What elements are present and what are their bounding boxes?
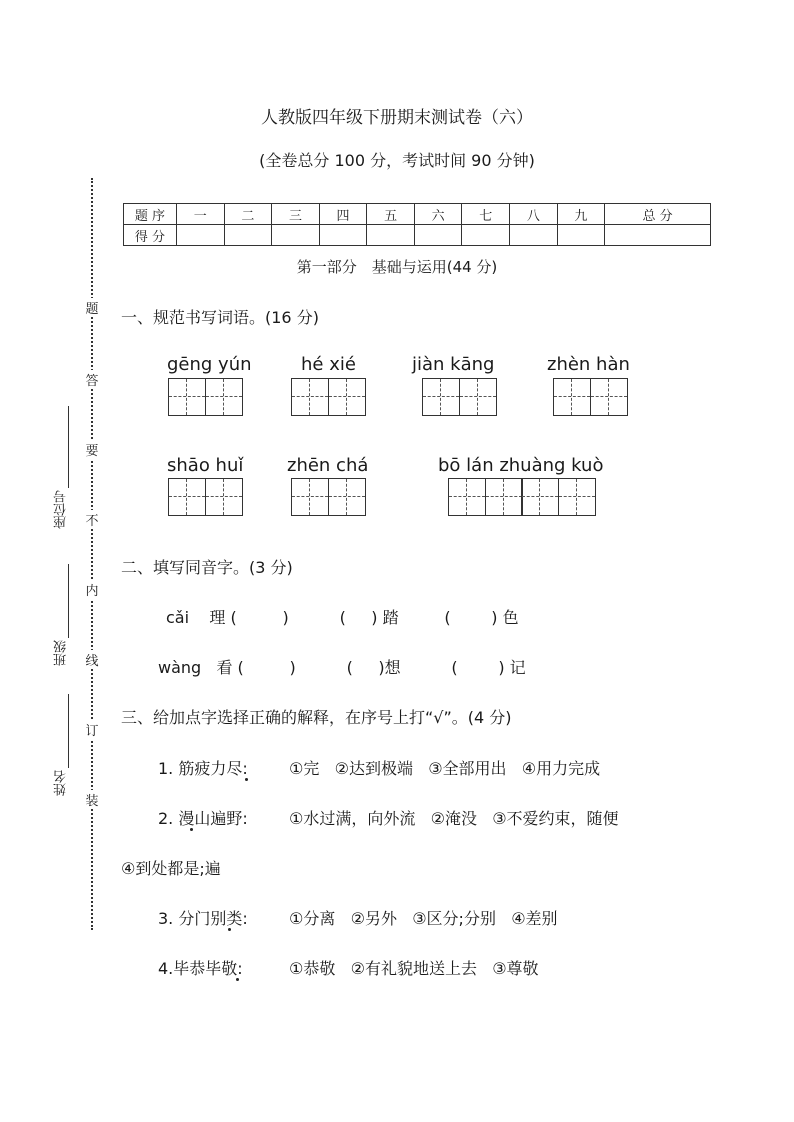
writing-cell[interactable] xyxy=(328,478,366,516)
writing-grid[interactable] xyxy=(291,378,366,416)
section1-heading: 一、规范书写词语。(16 分) xyxy=(121,308,319,327)
question-term: 1. 筋疲力尽: xyxy=(158,759,248,778)
score-table-header-row xyxy=(124,204,711,225)
answer-options[interactable]: ①恭敬 ②有礼貌地送上去 ③尊敬 xyxy=(289,959,539,978)
score-cell[interactable] xyxy=(224,225,272,246)
score-cell[interactable] xyxy=(462,225,510,246)
emphasis-dot xyxy=(228,928,231,931)
class-label: 班级 xyxy=(54,640,69,666)
seat-number-label: 座位号 xyxy=(54,490,69,529)
score-cell[interactable] xyxy=(177,225,225,246)
writing-cell[interactable] xyxy=(205,478,243,516)
writing-grid[interactable] xyxy=(553,378,628,416)
score-header-cell: 题 序 xyxy=(124,204,177,225)
seat-number-blank[interactable] xyxy=(68,406,69,488)
pinyin-label: hé xié xyxy=(301,354,356,375)
score-cell[interactable] xyxy=(414,225,462,246)
binding-char: 订 xyxy=(84,720,100,739)
section3-heading: 三、给加点字选择正确的解释，在序号上打“√”。(4 分) xyxy=(121,708,512,727)
answer-options-continued[interactable]: ④到处都是;遍 xyxy=(121,859,221,878)
score-row-label: 得 分 xyxy=(124,225,177,246)
score-cell[interactable] xyxy=(367,225,415,246)
homophone-line[interactable]: cǎi 理 ( ) ( ) 踏 ( ) 色 xyxy=(166,608,519,627)
question-term: 4.毕恭毕敬: xyxy=(158,959,243,978)
score-header-cell: 二 xyxy=(224,204,272,225)
writing-cell[interactable] xyxy=(590,378,628,416)
writing-cell[interactable] xyxy=(291,378,329,416)
answer-options[interactable]: ①水过满，向外流 ②淹没 ③不爱约束，随便 xyxy=(289,809,619,828)
writing-cell[interactable] xyxy=(459,378,497,416)
writing-cell[interactable] xyxy=(205,378,243,416)
writing-cell[interactable] xyxy=(558,478,596,516)
pinyin-label: zhēn chá xyxy=(287,455,369,476)
emphasis-dot xyxy=(236,978,239,981)
writing-grid[interactable] xyxy=(448,478,596,516)
writing-cell[interactable] xyxy=(168,378,206,416)
answer-options[interactable]: ①分离 ②另外 ③区分;分别 ④差别 xyxy=(289,909,558,928)
writing-cell[interactable] xyxy=(328,378,366,416)
writing-cell[interactable] xyxy=(168,478,206,516)
score-table-score-row xyxy=(124,225,711,246)
answer-options[interactable]: ①完 ②达到极端 ③全部用出 ④用力完成 xyxy=(289,759,601,778)
score-header-cell: 总 分 xyxy=(605,204,711,225)
score-cell[interactable] xyxy=(557,225,605,246)
score-table xyxy=(123,203,711,246)
binding-char: 内 xyxy=(84,580,100,599)
section2-heading: 二、填写同音字。(3 分) xyxy=(121,558,293,577)
writing-cell[interactable] xyxy=(485,478,523,516)
class-blank[interactable] xyxy=(68,564,69,638)
writing-cell[interactable] xyxy=(553,378,591,416)
score-cell[interactable] xyxy=(272,225,320,246)
question-term: 2. 漫山遍野: xyxy=(158,809,248,828)
pinyin-label: shāo huǐ xyxy=(167,455,244,476)
question-term: 3. 分门别类: xyxy=(158,909,248,928)
writing-cell[interactable] xyxy=(291,478,329,516)
score-cell[interactable] xyxy=(319,225,367,246)
exam-subtitle: (全卷总分 100 分，考试时间 90 分钟) xyxy=(259,151,535,170)
writing-cell[interactable] xyxy=(521,478,559,516)
score-header-cell: 六 xyxy=(414,204,462,225)
score-header-cell: 三 xyxy=(272,204,320,225)
writing-cell[interactable] xyxy=(448,478,486,516)
pinyin-label: bō lán zhuàng kuò xyxy=(438,455,604,476)
writing-cell[interactable] xyxy=(422,378,460,416)
binding-char: 题 xyxy=(84,298,100,317)
score-header-cell: 七 xyxy=(462,204,510,225)
binding-char: 不 xyxy=(84,510,100,529)
score-header-cell: 八 xyxy=(510,204,558,225)
writing-grid[interactable] xyxy=(422,378,497,416)
score-header-cell: 四 xyxy=(319,204,367,225)
score-cell[interactable] xyxy=(510,225,558,246)
pinyin-label: gēng yún xyxy=(167,354,252,375)
name-label: 姓名 xyxy=(54,770,69,796)
emphasis-dot xyxy=(245,778,248,781)
writing-grid[interactable] xyxy=(168,378,243,416)
binding-char: 答 xyxy=(84,370,100,389)
emphasis-dot xyxy=(190,828,193,831)
writing-grid[interactable] xyxy=(291,478,366,516)
binding-char: 线 xyxy=(84,650,100,669)
score-header-cell: 五 xyxy=(367,204,415,225)
binding-char: 装 xyxy=(84,790,100,809)
binding-char: 要 xyxy=(84,440,100,459)
writing-grid[interactable] xyxy=(168,478,243,516)
score-header-cell: 九 xyxy=(557,204,605,225)
score-header-cell: 一 xyxy=(177,204,225,225)
exam-title: 人教版四年级下册期末测试卷（六） xyxy=(261,108,533,128)
score-cell[interactable] xyxy=(605,225,711,246)
binding-dotted-line xyxy=(91,178,93,930)
name-blank[interactable] xyxy=(68,694,69,768)
homophone-line[interactable]: wàng 看 ( ) ( )想 ( ) 记 xyxy=(158,658,526,677)
pinyin-label: zhèn hàn xyxy=(547,354,630,375)
pinyin-label: jiàn kāng xyxy=(412,354,495,375)
part-heading: 第一部分 基础与运用(44 分) xyxy=(296,258,498,276)
